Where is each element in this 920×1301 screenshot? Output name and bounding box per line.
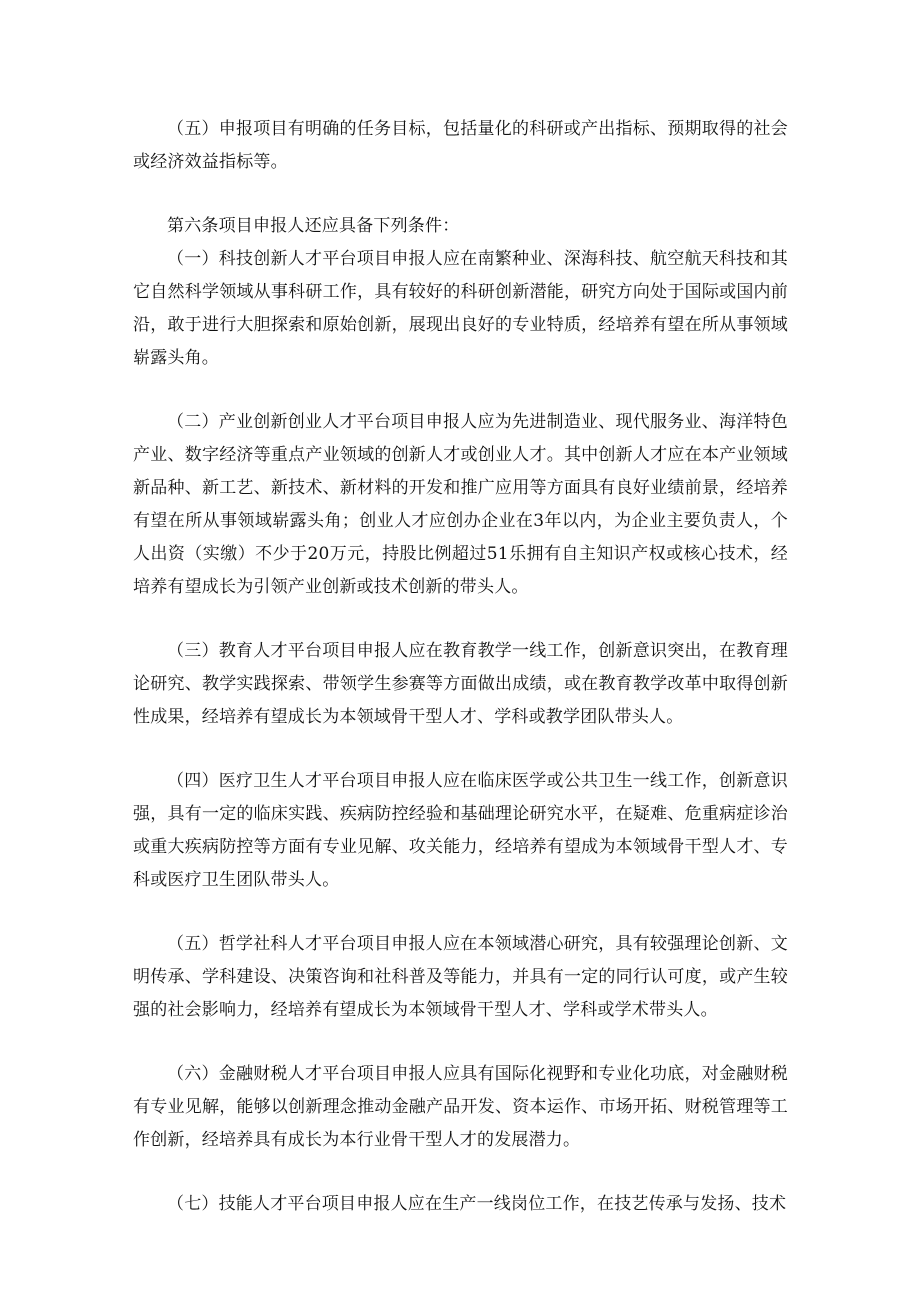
- paragraph-goal-requirement: （五）申报项目有明确的任务目标，包括量化的科研或产出指标、预期取得的社会或经济效益指标等。: [133, 119, 788, 172]
- document-body: [133, 113, 788, 1221]
- paragraph-education-talent: （三）教育人才平台项目申报人应在教育教学一线工作，创新意识突出，在教育理论研究、教学实践探索、带领学生参赛等方面做出成绩，或在教育教学改革中取得创新性成果，经培养有望成长为本领域骨干型人才、学科或教学团队带头人。: [133, 641, 788, 727]
- paragraph-skill-talent: （七）技能人才平台项目申报人应在生产一线岗位工作，在技艺传承与发扬、技术: [167, 1194, 787, 1214]
- paragraph-medical-talent: （四）医疗卫生人才平台项目申报人应在临床医学或公共卫生一线工作，创新意识强，具有一定的临床实践、疾病防控经验和基础理论研究水平，在疑难、危重病症诊治或重大疾病防控等方面有专业见解、攻关能力，经培养有望成为本领域骨干型人才、专科或医疗卫生团队带头人。: [133, 771, 788, 890]
- paragraph-social-science-talent: （五）哲学社科人才平台项目申报人应在本领域潜心研究，具有较强理论创新、文明传承、学科建设、决策咨询和社科普及等能力，并具有一定的同行认可度，或产生较强的社会影响力，经培养有望成长为本领域骨干型人才、学科或学术带头人。: [133, 934, 788, 1020]
- paragraph-science-talent: （一）科技创新人才平台项目申报人应在南繁种业、深海科技、航空航天科技和其它自然科学领域从事科研工作，具有较好的科研创新潜能，研究方向处于国际或国内前沿，敢于进行大胆探索和原始创新，展现出良好的专业特质，经培养有望在所从事领域崭露头角。: [133, 249, 788, 368]
- paragraph-industry-talent: （二）产业创新创业人才平台项目申报人应为先进制造业、现代服务业、海洋特色产业、数字经济等重点产业领域的创新人才或创业人才。其中创新人才应在本产业领域新品种、新工艺、新技术、新材料的开发和推广应用等方面具有良好业绩前景，经培养有望在所从事领域崭露头角；创业人才应创办企业在3年以内，为企业主要负责人，个人出资（实缴）不少于20万元，持股比例超过51乐拥有自主知识产权或核心技术，经培养有望成长为引领产业创新或技术创新的带头人。: [133, 412, 788, 597]
- paragraph-finance-talent: （六）金融财税人才平台项目申报人应具有国际化视野和专业化功底，对金融财税有专业见解，能够以创新理念推动金融产品开发、资本运作、市场开拓、财税管理等工作创新，经培养具有成长为本行业骨干型人才的发展潜力。: [133, 1064, 788, 1150]
- article-six-heading: 第六条项目申报人还应具备下列条件：: [167, 216, 460, 236]
